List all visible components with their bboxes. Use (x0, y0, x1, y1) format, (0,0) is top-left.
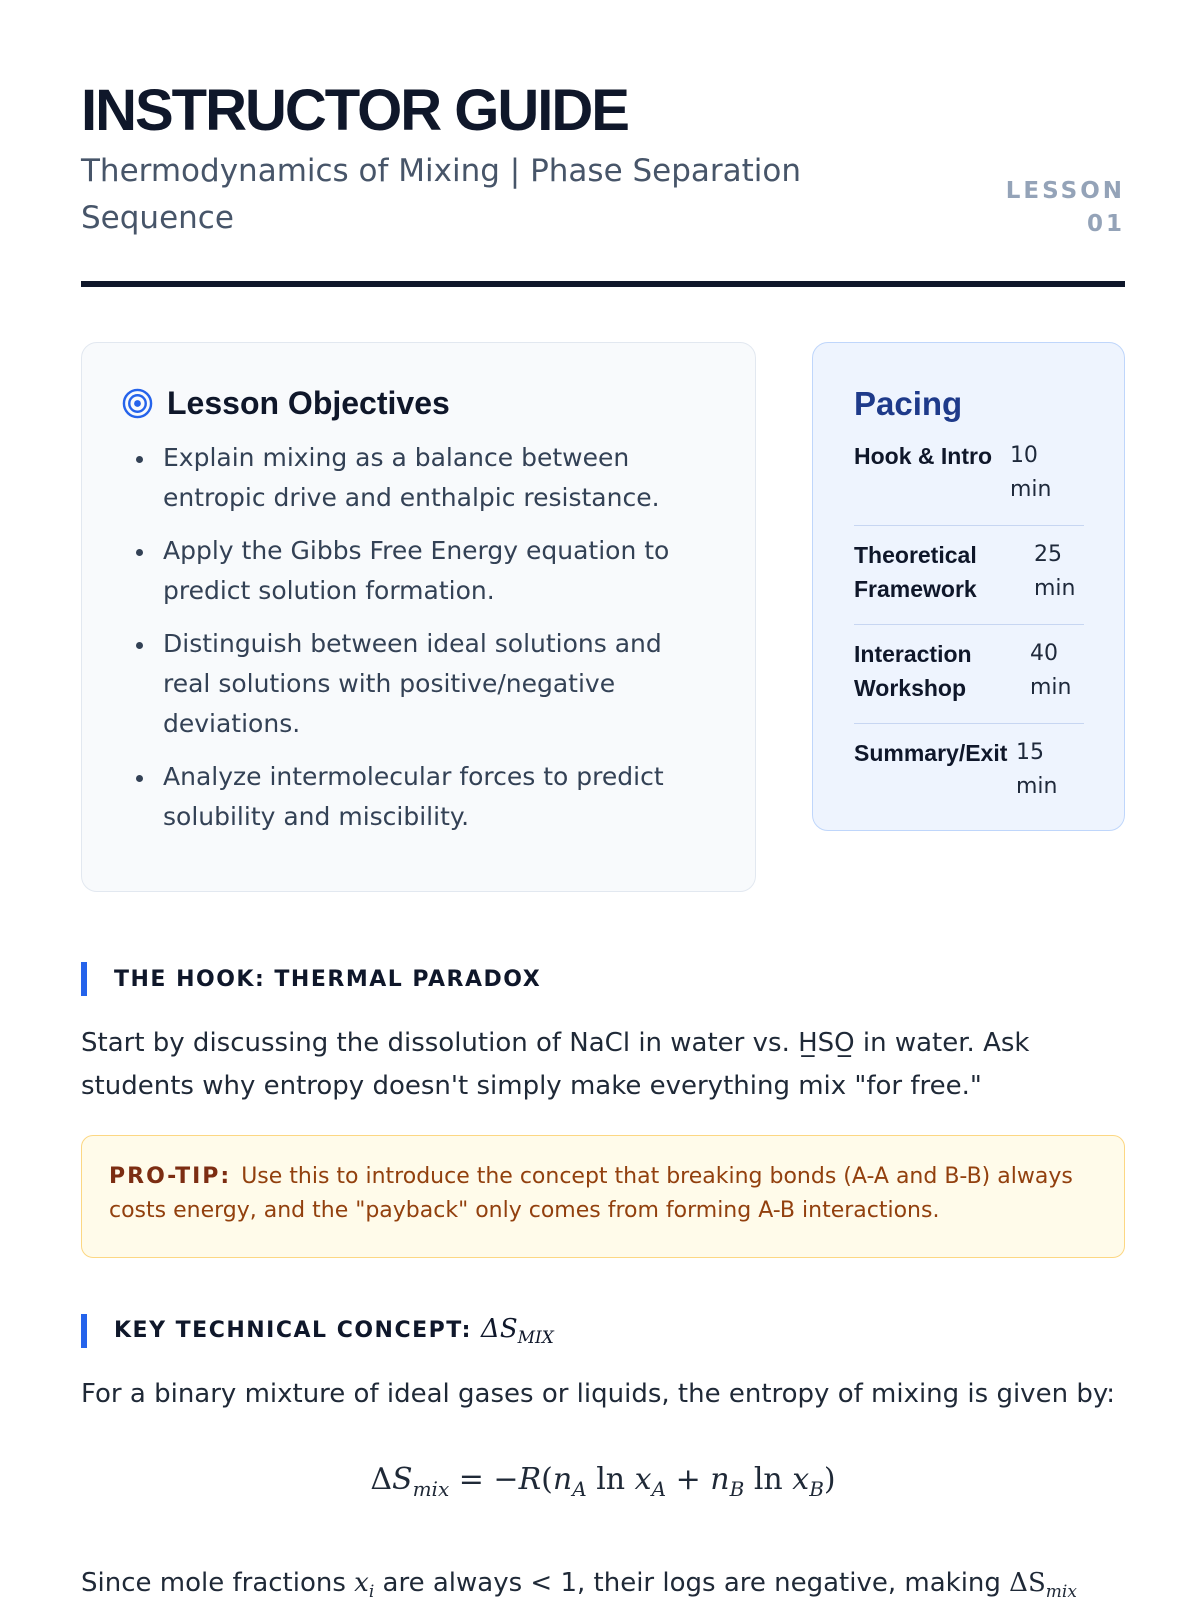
page-title: INSTRUCTOR GUIDE (81, 78, 628, 143)
concept-heading-text (114, 1314, 554, 1348)
pacing-row (854, 724, 1084, 822)
pacing-row-time: 15 min (1016, 740, 1058, 799)
section-accent-bar (81, 1314, 87, 1348)
pacing-title: Pacing (854, 385, 963, 422)
header-divider (81, 281, 1125, 287)
mole-fraction-symbol (354, 1568, 375, 1603)
objectives-list (122, 438, 715, 837)
objective-item: Explain mixing as a balance between entropic drive and enthalpic resistance. (163, 438, 715, 518)
delta-s-mix-var: ΔS (1009, 1568, 1046, 1598)
delta-s-mix-sub: mix (1045, 1582, 1077, 1603)
concept-intro: For a binary mixture of ideal gases or liquids, the entropy of mixing is given by: (81, 1379, 1116, 1409)
lesson-label: LESSON (1005, 178, 1125, 204)
pro-tip-callout (81, 1135, 1125, 1258)
lesson-badge (1006, 175, 1125, 241)
delta-s-mix-symbol (1009, 1568, 1077, 1603)
objective-item: Analyze intermolecular forces to predict solubility and miscibility. (163, 757, 715, 837)
delta-s-symbol: ΔS (481, 1313, 518, 1344)
entropy-of-mixing-equation (81, 1462, 1125, 1501)
pacing-row-label: Theoretical Framework (854, 542, 977, 602)
pacing-row (854, 435, 1084, 526)
objectives-title: Lesson Objectives (167, 385, 450, 421)
hook-body: Start by discussing the dissolution of NaCl in water vs. H̲SO̲ in water. Ask students why entropy doesn't simply make everything mix "for free." (81, 1028, 1030, 1101)
objective-item: Distinguish between ideal solutions and real solutions with positive/negative deviations. (163, 624, 715, 744)
pacing-row-label: Summary/Exit (854, 740, 1008, 766)
objectives-heading (122, 385, 715, 422)
pacing-row (854, 625, 1084, 724)
delta-s-subscript: MIX (517, 1328, 554, 1349)
hook-section-heading (81, 962, 541, 996)
mole-fraction-sub: i (368, 1582, 375, 1603)
concept-tail-start: Since mole fractions (81, 1568, 346, 1598)
section-accent-bar (81, 962, 87, 996)
concept-tail-mid: are always < 1, their logs are negative, making (382, 1568, 1001, 1598)
pacing-row-time: 40 min (1030, 641, 1072, 700)
pacing-card (812, 342, 1125, 831)
mole-fraction-var: x (354, 1568, 369, 1598)
page-header (81, 0, 1125, 288)
objectives-card (81, 342, 756, 892)
concept-tail (81, 1562, 1125, 1614)
target-icon (122, 388, 153, 419)
concept-section-heading (81, 1314, 554, 1348)
pro-tip-label: PRO-TIP: (109, 1164, 232, 1189)
pro-tip-text: Use this to introduce the concept that breaking bonds (A-A and B-B) always costs energy, and the "payback" only comes from forming A-B interactions. (109, 1164, 1073, 1223)
pacing-row-time: 25 min (1034, 542, 1076, 601)
pacing-row-label: Interaction Workshop (854, 641, 972, 701)
concept-heading-label: KEY TECHNICAL CONCEPT: (114, 1317, 472, 1343)
pacing-row-label: Hook & Intro (854, 443, 992, 469)
pacing-row (854, 526, 1084, 625)
lesson-number: 01 (1086, 211, 1125, 237)
hook-heading-text: THE HOOK: THERMAL PARADOX (114, 966, 542, 992)
page-subtitle: Thermodynamics of Mixing | Phase Separation Sequence (81, 153, 802, 236)
concept-heading-math (481, 1313, 554, 1349)
equation-math: $\Delta S_{mix} = -R(n_A$ $\ln x_A + n_B$ $\ln x_B$) (370, 1462, 836, 1501)
pacing-row-time: 10 min (1009, 443, 1052, 502)
objective-item: Apply the Gibbs Free Energy equation to predict solution formation. (163, 531, 715, 611)
